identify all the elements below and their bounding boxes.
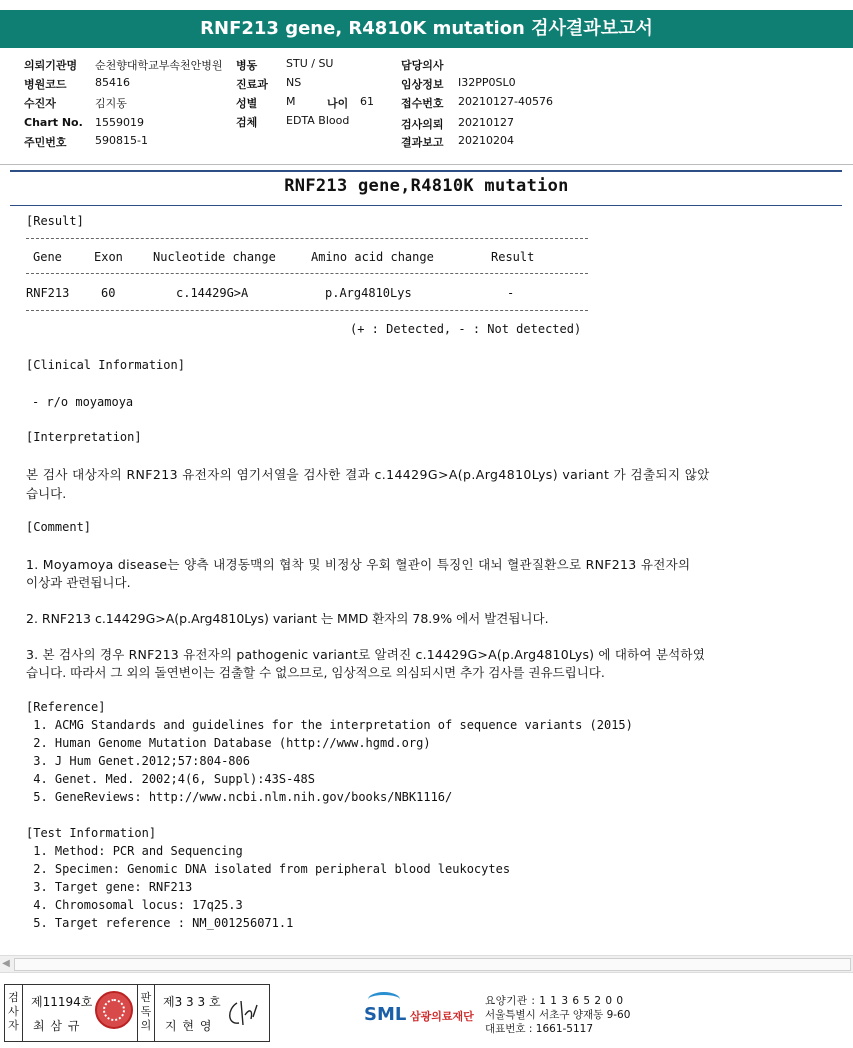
receipt-label: 접수번호 (401, 97, 444, 110)
inspector-label: 검사자 (5, 985, 23, 1041)
report-date-label: 결과보고 (401, 136, 444, 149)
reference-heading: [Reference] (26, 700, 106, 714)
patient-info-block (0, 52, 853, 164)
cell-amino-acid: p.Arg4810Lys (325, 286, 412, 300)
test-info-heading: [Test Information] (26, 826, 157, 840)
sex-label: 성별 (236, 97, 258, 110)
table-rule (26, 310, 588, 311)
result-heading: [Result] (26, 214, 84, 228)
comment-3: 3. 본 검사의 경우 RNF213 유전자의 pathogenic variant로 알려진 c.14429G>A(p.Arg4810Lys) 에 대하여 분석하였 (26, 647, 705, 662)
ward-label: 병동 (236, 59, 258, 72)
report-title-bar: RNF213 gene, R4810K mutation 검사결과보고서 (0, 10, 853, 48)
header-divider (0, 164, 853, 165)
lab-address: 서울특별시 서초구 양재동 9-60 (485, 1009, 631, 1021)
dept-value: NS (286, 76, 302, 89)
table-rule (26, 273, 588, 274)
test-info-item: 5. Target reference : NM_001256071.1 (26, 916, 294, 930)
clinical-label: 임상정보 (401, 78, 444, 91)
title-rule-bottom (10, 205, 842, 206)
cell-nucleotide: c.14429G>A (176, 286, 249, 300)
id-value: 590815-1 (95, 134, 148, 147)
clinical-text: - r/o moyamoya (32, 395, 134, 409)
horizontal-scrollbar[interactable] (0, 955, 853, 973)
interpretation-line: 본 검사 대상자의 RNF213 유전자의 염기서열을 검사한 결과 c.14429G>A(p.Arg4810Lys) variant 가 검출되지 않았 (26, 467, 710, 482)
receipt-value: 20210127-40576 (458, 95, 553, 108)
chart-value: 1559019 (95, 116, 144, 129)
col-exon: Exon (94, 250, 123, 264)
test-info-item: 1. Method: PCR and Sequencing (26, 844, 243, 858)
hospital-value: 순천향대학교부속천안병원 (95, 59, 223, 72)
report-date-value: 20210204 (458, 134, 514, 147)
specimen-label: 검체 (236, 116, 258, 129)
chart-label: Chart No. (24, 116, 83, 129)
reference-item: 5. GeneReviews: http://www.ncbi.nlm.nih.gov/books/NBK1116/ (26, 790, 453, 804)
care-code: 요양기관 : 1 1 3 6 5 2 0 0 (485, 995, 624, 1007)
test-info-item: 4. Chromosomal locus: 17q25.3 (26, 898, 243, 912)
hospital-label: 의뢰기관명 (24, 59, 78, 72)
signature-icon (223, 995, 263, 1031)
interpretation-line: 습니다. (26, 486, 67, 501)
comment-3-cont: 습니다. 따라서 그 외의 돌연변이는 검출할 수 없으므로, 임상적으로 의심되시면 추가 검사를 권유드립니다. (26, 665, 605, 680)
seal-icon (95, 991, 133, 1029)
reference-item: 2. Human Genome Mutation Database (http://www.hgmd.org) (26, 736, 431, 750)
signature-box (4, 984, 270, 1042)
col-nucleotide: Nucleotide change (153, 250, 276, 264)
id-label: 주민번호 (24, 136, 67, 149)
test-info-item: 2. Specimen: Genomic DNA isolated from peripheral blood leukocytes (26, 862, 511, 876)
cell-gene: RNF213 (26, 286, 70, 300)
scroll-left-icon[interactable]: ◀ (2, 958, 10, 969)
ward-value: STU / SU (286, 57, 334, 70)
code-label: 병원코드 (24, 78, 67, 91)
name-label: 수진자 (24, 97, 56, 110)
cell-exon: 60 (101, 286, 116, 300)
comment-1-cont: 이상과 관련됩니다. (26, 575, 131, 590)
doctor-label: 담당의사 (401, 59, 444, 72)
col-gene: Gene (33, 250, 62, 264)
reference-item: 1. ACMG Standards and guidelines for the interpretation of sequence variants (2015) (26, 718, 633, 732)
reference-item: 4. Genet. Med. 2002;4(6, Suppl):43S-48S (26, 772, 315, 786)
lab-phone: 대표번호 : 1661-5117 (485, 1023, 594, 1035)
comment-heading: [Comment] (26, 520, 92, 534)
reviewer-license: 제3 3 3 호 (163, 995, 221, 1009)
age-value: 61 (360, 95, 374, 108)
code-value: 85416 (95, 76, 130, 89)
test-info-item: 3. Target gene: RNF213 (26, 880, 193, 894)
request-label: 검사의뢰 (401, 118, 444, 131)
dept-label: 진료과 (236, 78, 268, 91)
reference-item: 3. J Hum Genet.2012;57:804-806 (26, 754, 250, 768)
inspector-license: 제11194호 (31, 995, 93, 1009)
lab-logo: SML (364, 1004, 407, 1025)
comment-1: 1. Moyamoya disease는 양측 내경동맥의 협착 및 비정상 우회 혈관이 특징인 대뇌 혈관질환으로 RNF213 유전자의 (26, 557, 691, 572)
interpretation-heading: [Interpretation] (26, 430, 142, 444)
clinical-heading: [Clinical Information] (26, 358, 185, 372)
title-rule-top (10, 170, 842, 172)
lab-name: 삼광의료재단 (410, 1010, 474, 1023)
comment-2: 2. RNF213 c.14429G>A(p.Arg4810Lys) variant 는 MMD 환자의 78.9% 에서 발견됩니다. (26, 611, 549, 626)
table-rule (26, 238, 588, 239)
name-value: 김지동 (95, 97, 127, 110)
result-legend: (+ : Detected, - : Not detected) (350, 322, 582, 336)
clinical-value: I32PP0SL0 (458, 76, 516, 89)
request-value: 20210127 (458, 116, 514, 129)
reviewer-name: 지 현 영 (165, 1019, 213, 1033)
inspector-name: 최 삼 규 (33, 1019, 81, 1033)
sex-value: M (286, 95, 296, 108)
age-label: 나이 (327, 97, 349, 110)
specimen-value: EDTA Blood (286, 114, 350, 127)
col-result: Result (491, 250, 535, 264)
col-amino-acid: Amino acid change (311, 250, 434, 264)
cell-result: - (507, 286, 515, 300)
report-footer (0, 978, 853, 1048)
reviewer-label: 판독의 (137, 985, 155, 1041)
scroll-thumb[interactable] (14, 958, 851, 971)
report-title: RNF213 gene,R4810K mutation (284, 176, 569, 196)
